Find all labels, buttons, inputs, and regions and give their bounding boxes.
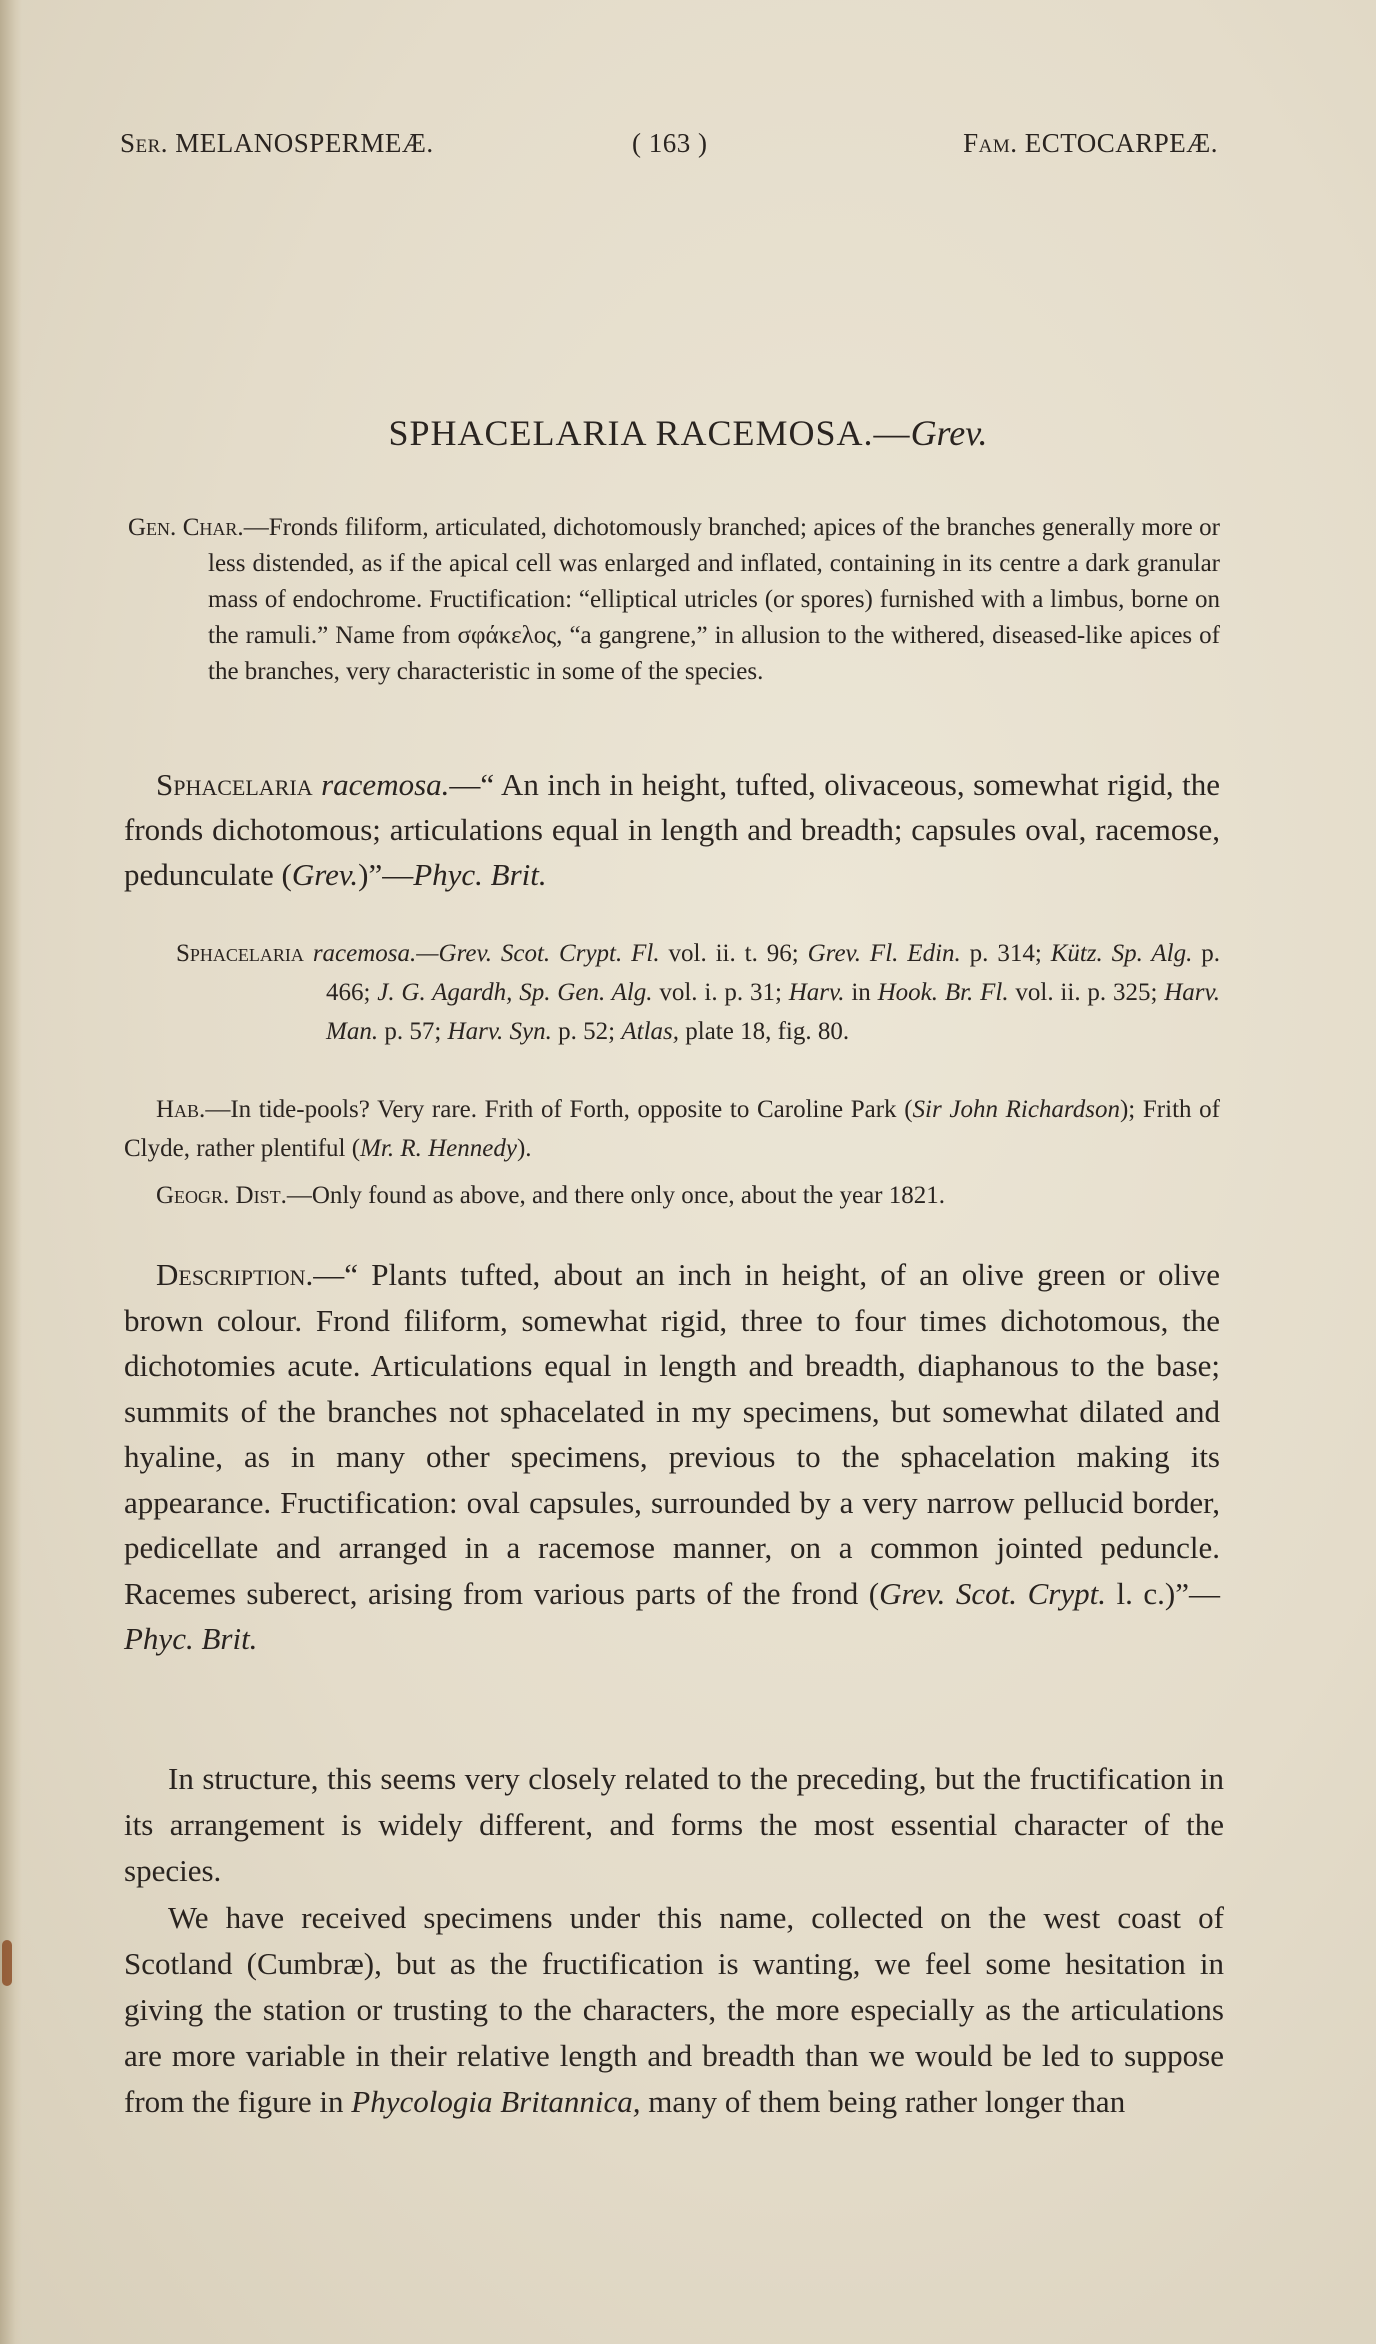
diagnosis-species: racemosa. (321, 767, 450, 802)
ref-part: vol. ii. p. 325; (1008, 979, 1165, 1006)
title-authority: Grev. (910, 413, 988, 453)
body-paragraph (124, 1895, 1224, 2125)
generic-character (128, 510, 1220, 690)
binding-edge (0, 0, 22, 2344)
paper-stain (2, 1940, 12, 1986)
diagnosis-authority: Grev. (291, 857, 359, 892)
ref-part: Grev. Fl. Edin. (807, 940, 961, 967)
habitat-collector: Mr. R. Hennedy (360, 1135, 517, 1162)
running-head (120, 128, 1218, 168)
ref-part: in (844, 979, 878, 1006)
habitat-text: ). (516, 1135, 532, 1162)
running-head-series: Ser. MELANOSPERMEÆ. (120, 128, 434, 158)
page-number: ( 163 ) (632, 128, 708, 158)
geogr-label: Geogr. Dist. (156, 1182, 287, 1209)
bibliographic-references (176, 934, 1220, 1051)
habitat-label: Hab. (156, 1096, 206, 1123)
ref-part: Hook. Br. Fl. (877, 979, 1009, 1006)
diagnosis-text: —“ An inch in height, tufted, olivaceous, somewhat rigid, the fronds dichotomous; articulations equal in length and breadth; capsules oval, racemose, pedunculate ( (124, 767, 1221, 892)
ref-part: plate 18, fig. 80. (679, 1018, 850, 1045)
diagnosis-genus: Sphacelaria (156, 767, 313, 802)
diagnosis-close: )”— (358, 857, 414, 892)
geogr-text: —Only found as above, and there only once, about the year 1821. (286, 1182, 946, 1209)
ref-part: p. 466; (326, 940, 1221, 1006)
ref-part: p. 314; (960, 940, 1051, 967)
description-text: l. c.)”— (1105, 1575, 1220, 1611)
ref-part: p. 52; (551, 1018, 622, 1045)
generic-character-label: Gen. Char. (128, 514, 244, 541)
habitat-text: —In tide-pools? Very rare. Frith of Forth, opposite to Caroline Park ( (205, 1096, 913, 1123)
description-text: —“ Plants tufted, about an inch in height, of an olive green or olive brown colour. Frond filiform, somewhat rigid, three to four times dichotomous, the dichotomies acute. Articulations equal in length and breadth, diaphanous to the base; summits of the branches not sphacelated in my specimens, but somewhat dilated and hyaline, as in many other specimens, previous to the sphacelation making its appearance. Fructification: oval capsules, surrounded by a very narrow pellucid border, pedicellate and arranged in a racemose manner, on a common jointed peduncle. Racemes suberect, arising from various parts of the frond ( (124, 1257, 1220, 1611)
ref-part: p. 57; (378, 1018, 448, 1045)
generic-character-text: —Fronds filiform, articulated, dichotomously branched; apices of the branches generally more or less distended, as if the apical cell was enlarged and inflated, containing in its centre a dark granular mass of endochrome. Fructification: “elliptical utricles (or spores) furnished with a limbus, borne on the ramuli.” Name from σφάκελος, “a gangrene,” in allusion to the withered, diseased-like apices of the branches, very characteristic in some of the species. (208, 514, 1220, 685)
ref-part: Harv. (788, 979, 845, 1006)
ref-part: vol. i. p. 31; (652, 979, 789, 1006)
paragraph-work-title: Phycologia Britannica, (351, 2084, 641, 2119)
habitat-text: ); Frith of Clyde, rather plentiful ( (124, 1096, 1220, 1162)
description-label: Description. (156, 1257, 314, 1292)
ref-part: Harv. Syn. (447, 1018, 552, 1045)
diagnosis-source: Phyc. Brit. (413, 857, 547, 892)
ref-part: racemosa.—Grev. Scot. Crypt. Fl. (312, 940, 660, 967)
species-title (0, 412, 1376, 454)
paragraph-text: many of them being rather longer than (640, 2084, 1126, 2119)
description-source: Phyc. Brit. (124, 1621, 258, 1656)
ref-part: vol. ii. t. 96; (659, 940, 808, 967)
description-citation: Grev. Scot. Crypt. (879, 1575, 1106, 1611)
running-head-family: Fam. ECTOCARPEÆ. (963, 128, 1218, 158)
ref-part: J. G. Agardh, Sp. Gen. Alg. (377, 979, 653, 1006)
body-paragraph: In structure, this seems very closely related to the preceding, but the fructification in its arrangement is widely different, and forms the most essential character of the species. (124, 1761, 1224, 1888)
refs-genus: Sphacelaria (176, 940, 304, 967)
ref-part: Atlas, (621, 1018, 680, 1045)
habitat (124, 1090, 1220, 1168)
habitat-collector: Sir John Richardson (912, 1096, 1120, 1123)
paragraph-text: We have received specimens under this name, collected on the west coast of Scotland (Cumbræ), but as the fructification is wanting, we feel some hesitation in giving the station or trusting to the characters, the more especially as the articulations are more variable in their relative length and breadth than we would be led to suppose from the figure in (124, 1900, 1224, 2119)
ref-part: Harv. Man. (326, 979, 1220, 1045)
title-name: SPHACELARIA RACEMOSA.— (388, 413, 911, 453)
species-diagnosis (124, 762, 1220, 897)
description (124, 1252, 1220, 1662)
geographical-distribution (156, 1176, 1220, 1215)
ref-part: Kütz. Sp. Alg. (1050, 940, 1193, 967)
